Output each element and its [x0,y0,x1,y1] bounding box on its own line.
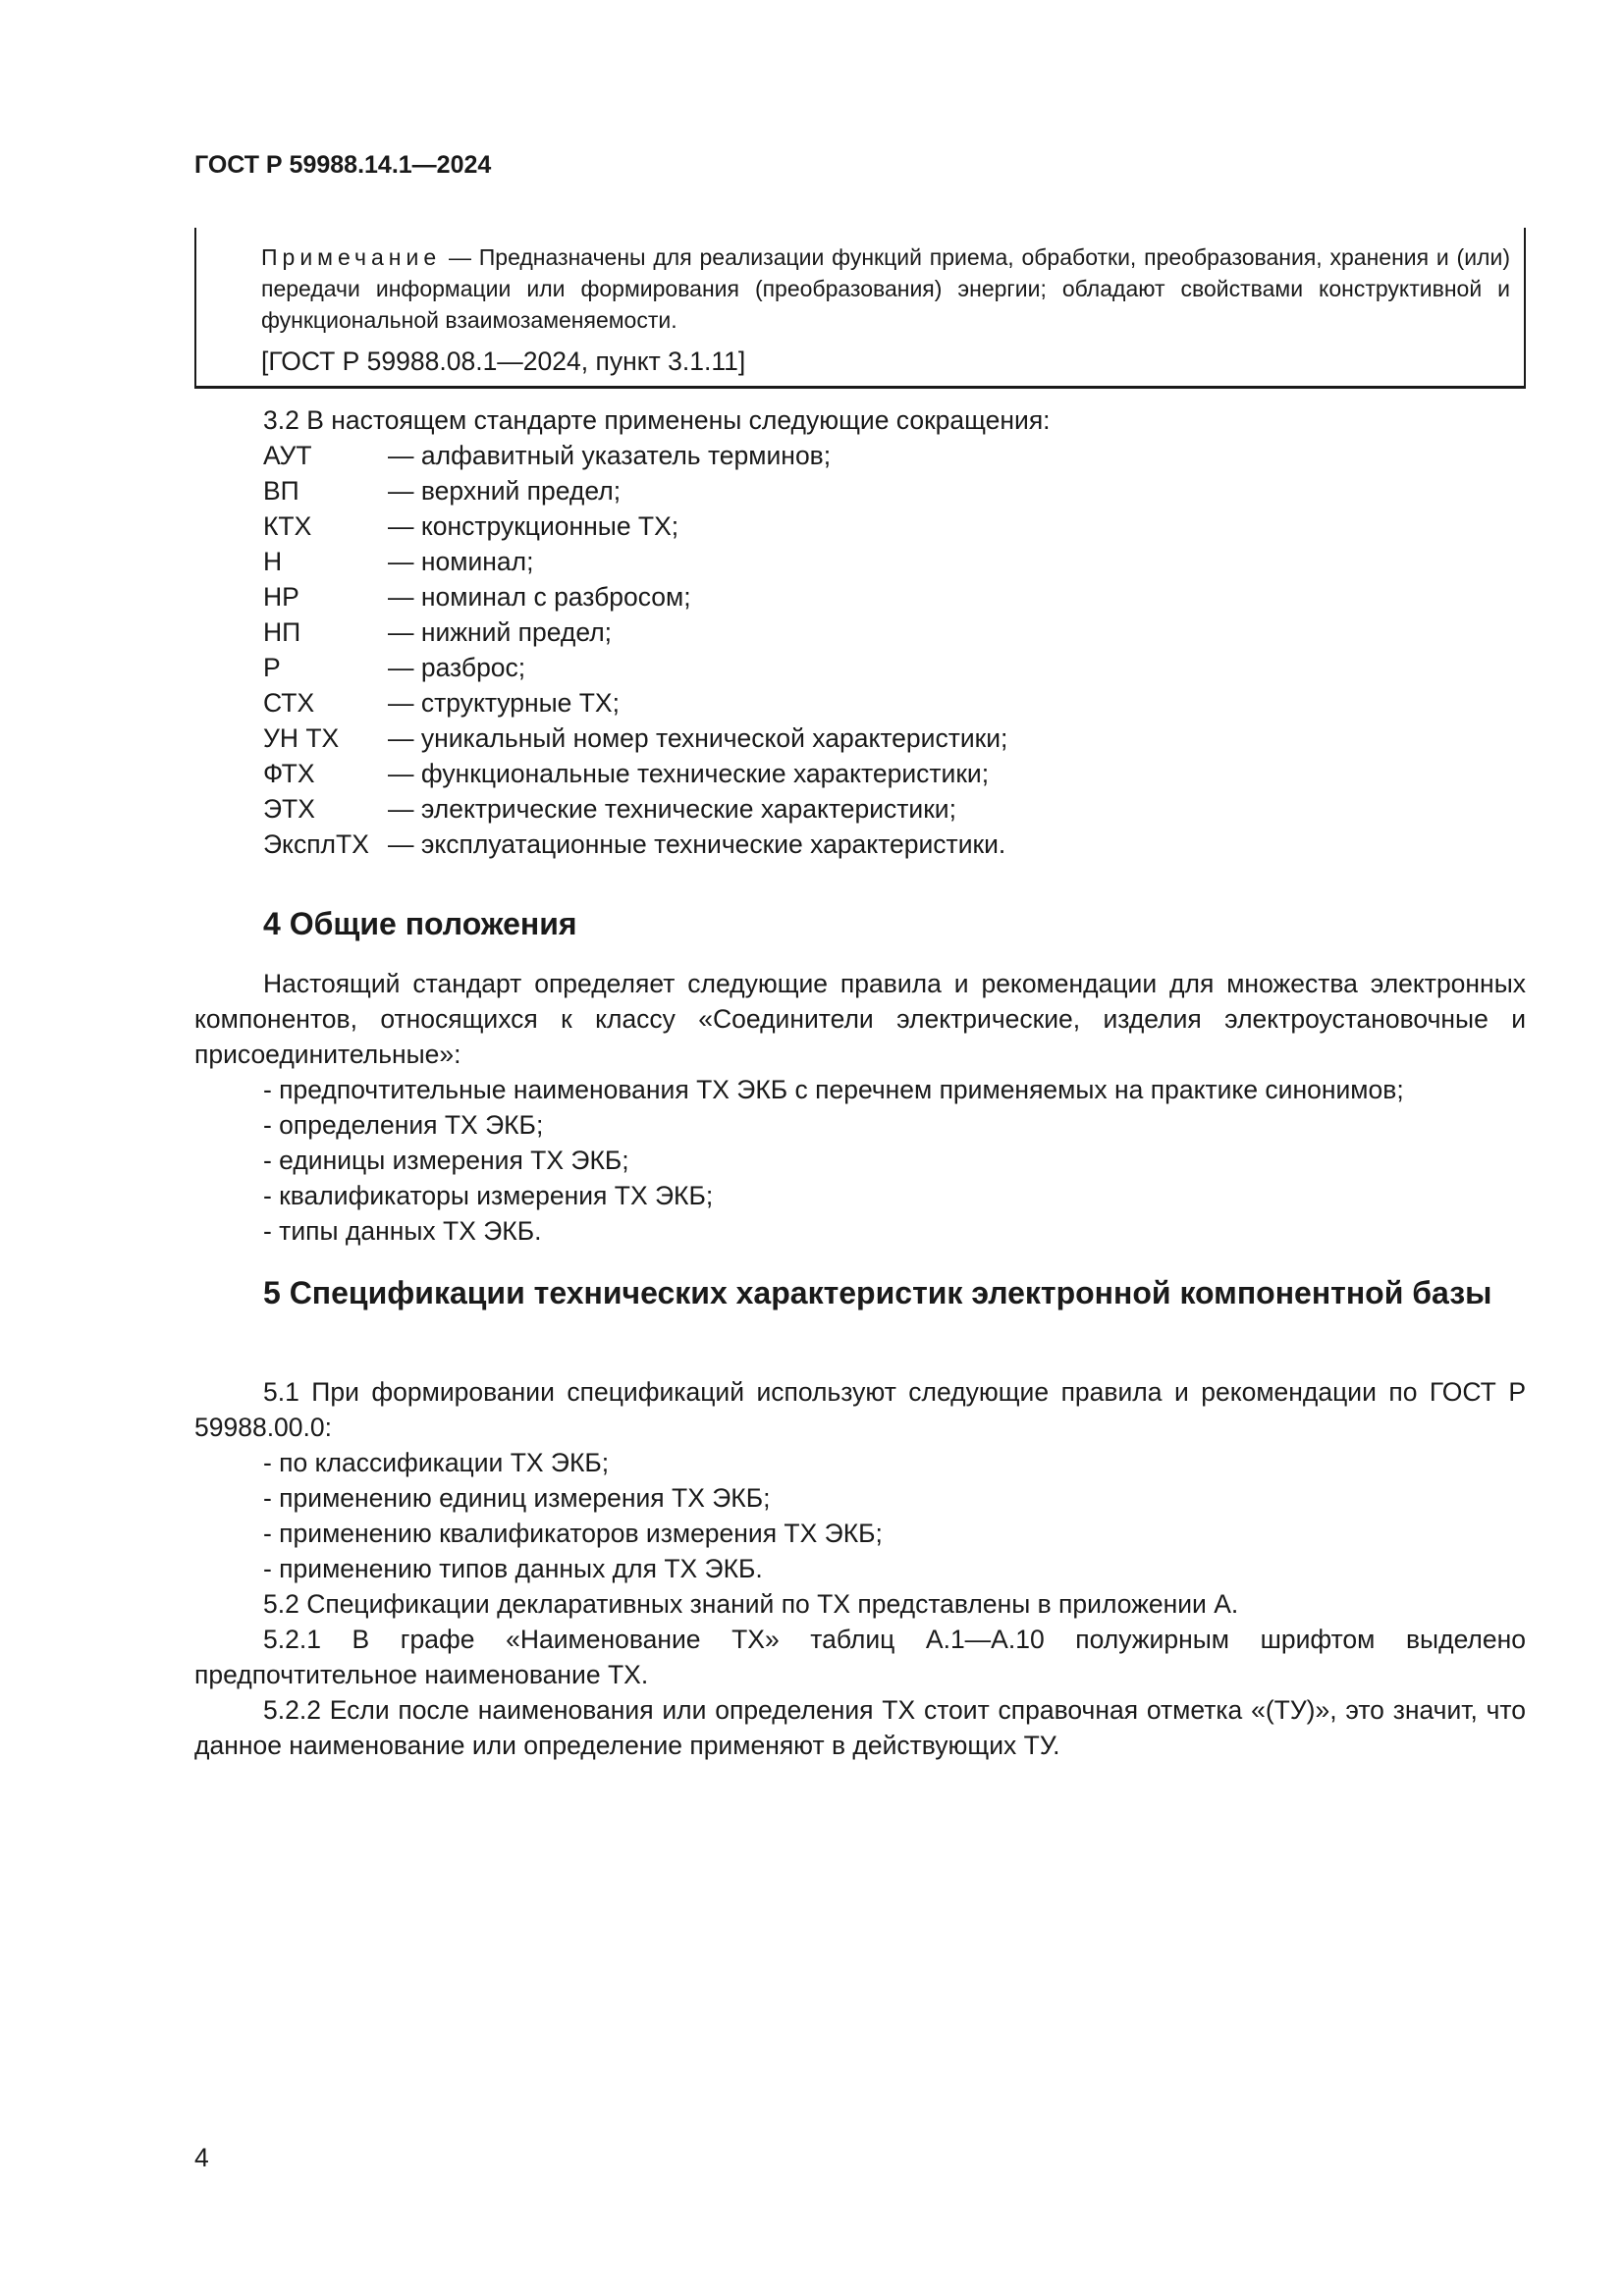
abbreviation-row [263,791,1441,827]
section-4-paragraph-text: Настоящий стандарт определяет следующие правила и рекомендации для множества электронных компонентов, относящихся к классу «Соединители электрические, изделия электроустановочные и присоединительные»: [194,969,1526,1069]
abbreviation-row [263,685,1441,721]
abbreviation-definition: — алфавитный указатель терминов; [388,441,832,470]
note-reference: [ГОСТ Р 59988.08.1—2024, пункт 3.1.11] [261,347,746,376]
list-item: - по классификации ТХ ЭКБ; [263,1448,610,1477]
abbreviation-row [263,614,1441,650]
list-item: - квалификаторы измерения ТХ ЭКБ; [263,1181,714,1210]
abbreviation-term: Н [263,547,283,576]
abbreviation-definition: — эксплуатационные технические характеристики. [388,829,1006,859]
abbreviation-term: ЭксплТХ [263,829,369,859]
abbreviation-term: НР [263,582,299,612]
section-5-2-1-paragraph [194,1622,1526,1692]
abbreviation-term: Р [263,653,281,682]
note-text [261,241,1510,336]
abbreviation-definition: — конструкционные ТХ; [388,511,679,541]
abbreviation-term: ФТХ [263,759,315,788]
list-item: - применению единиц измерения ТХ ЭКБ; [263,1483,771,1513]
abbreviation-definition: — структурные ТХ; [388,688,620,718]
abbreviation-row [263,544,1441,579]
abbreviation-row [263,650,1441,685]
list-item: - определения ТХ ЭКБ; [263,1110,544,1140]
note-label: Примечание [261,244,442,270]
list-item: - предпочтительные наименования ТХ ЭКБ с перечнем применяемых на практике синонимов; [263,1075,1404,1104]
list-item: - применению квалификаторов измерения ТХ ЭКБ; [263,1519,883,1548]
section-5-2-paragraph: 5.2 Спецификации декларативных знаний по ТХ представлены в приложении А. [263,1589,1239,1619]
section-5-1-text: 5.1 При формировании спецификаций используют следующие правила и рекомендации по ГОСТ Р 59988.00.0: [194,1377,1526,1442]
abbreviation-term: НП [263,617,301,647]
abbreviation-term: УН ТХ [263,723,340,753]
abbreviation-term: ЭТХ [263,794,315,824]
abbreviation-term: АУТ [263,441,312,470]
page-number: 4 [194,2143,209,2172]
section-5-2-2-paragraph [194,1692,1526,1763]
abbreviation-definition: — верхний предел; [388,476,622,506]
abbreviation-row [263,438,1441,473]
section-4-list [263,1072,1530,1249]
abbreviation-row [263,827,1441,862]
document-header: ГОСТ Р 59988.14.1—2024 [194,151,492,179]
list-item: - единицы измерения ТХ ЭКБ; [263,1146,629,1175]
abbreviation-definition: — нижний предел; [388,617,613,647]
abbreviation-definition: — номинал; [388,547,534,576]
abbreviation-definition: — функциональные технические характеристики; [388,759,990,788]
abbreviation-row [263,721,1441,756]
abbreviation-term: КТХ [263,511,312,541]
section-5-heading: 5 Спецификации технических характеристик электронной компонентной базы [263,1275,1492,1310]
abbreviation-row [263,579,1441,614]
list-item: - типы данных ТХ ЭКБ. [263,1216,542,1246]
section-5-list [263,1445,1530,1586]
note-body: — Предназначены для реализации функций приема, обработки, преобразования, хранения и (или) передачи информации или формирования (преобразования) энергии; обладают свойствами конструктивной и функциональной взаимозаменяемости. [261,244,1510,333]
abbreviation-definition: — разброс; [388,653,526,682]
abbreviation-row [263,473,1441,508]
abbreviation-row [263,508,1441,544]
section-3-2-intro: 3.2 В настоящем стандарте применены следующие сокращения: [263,405,1051,435]
section-5-2-1-text: 5.2.1 В графе «Наименование ТХ» таблиц А.1—А.10 полужирным шрифтом выделено предпочтительное наименование ТХ. [194,1625,1526,1689]
abbreviation-term: ВП [263,476,299,506]
section-5-2-2-text: 5.2.2 Если после наименования или определения ТХ стоит справочная отметка «(ТУ)», это значит, что данное наименование или определение применяют в действующих ТУ. [194,1695,1526,1760]
section-4-heading: 4 Общие положения [263,906,577,941]
section-5-1-paragraph [194,1374,1526,1445]
abbreviation-list [263,438,1441,862]
abbreviation-term: СТХ [263,688,315,718]
section-4-paragraph [194,966,1526,1072]
abbreviation-definition: — электрические технические характеристики; [388,794,956,824]
abbreviation-definition: — номинал с разбросом; [388,582,691,612]
list-item: - применению типов данных для ТХ ЭКБ. [263,1554,763,1583]
abbreviation-row [263,756,1441,791]
note-box [194,228,1526,389]
abbreviation-definition: — уникальный номер технической характеристики; [388,723,1008,753]
